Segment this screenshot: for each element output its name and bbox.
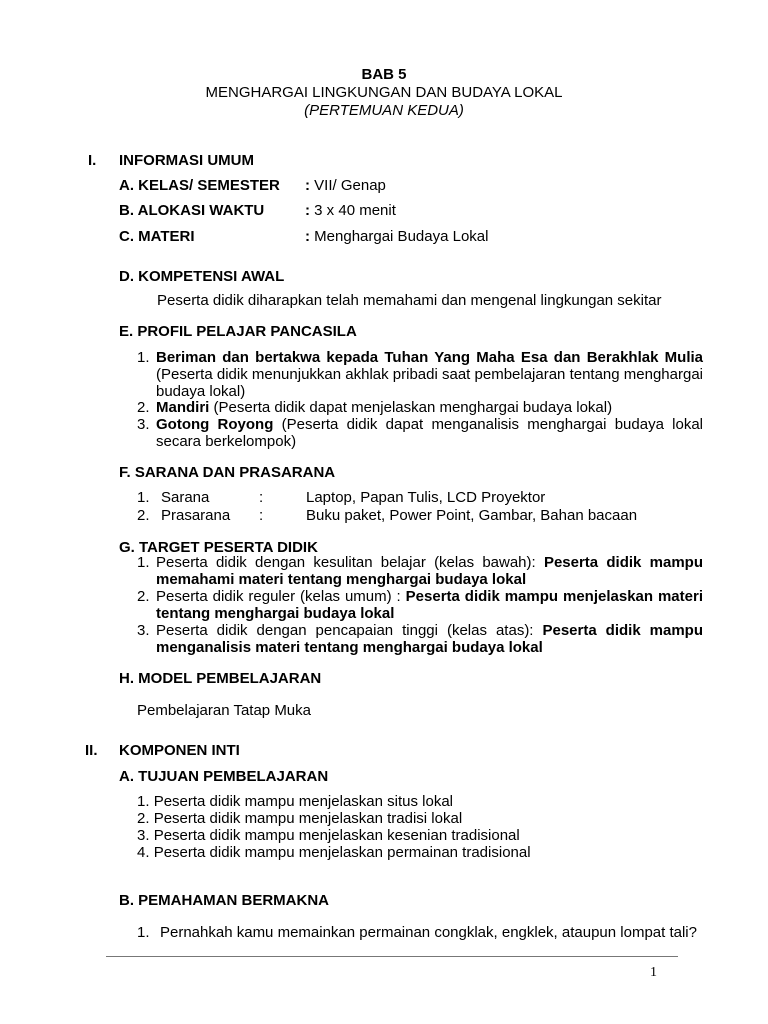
- footer-divider: [106, 956, 678, 957]
- list-number: 2.: [137, 588, 150, 605]
- heading-pemahaman-bermakna: B. PEMAHAMAN BERMAKNA: [119, 892, 329, 909]
- list-item-target-1: Peserta didik dengan kesulitan belajar (kelas bawah): Peserta didik mampu memahami materi tentang menghargai budaya lokal: [156, 554, 703, 588]
- info-label-kelas: A. KELAS/ SEMESTER: [119, 177, 280, 194]
- heading-sarana-prasarana: F. SARANA DAN PRASARANA: [119, 464, 336, 481]
- kompetensi-awal-text: Peserta didik diharapkan telah memahami dan mengenal lingkungan sekitar: [157, 292, 662, 309]
- info-value-kelas: : VII/ Genap: [305, 177, 386, 194]
- sarana-colon: :: [259, 489, 264, 506]
- list-item-profil-3: Gotong Royong (Peserta didik dapat menganalisis menghargai budaya lokal secara berkelompok): [156, 416, 703, 450]
- list-number: 2.: [137, 507, 150, 524]
- sarana-value: Laptop, Papan Tulis, LCD Proyektor: [306, 489, 546, 506]
- section-title-komponen-inti: KOMPONEN INTI: [119, 742, 240, 759]
- heading-target-peserta: G. TARGET PESERTA DIDIK: [119, 539, 318, 556]
- heading-kompetensi-awal: D. KOMPETENSI AWAL: [119, 268, 285, 285]
- list-number: 1.: [137, 554, 150, 571]
- page-number: 1: [650, 965, 657, 980]
- prasarana-label: Prasarana: [161, 507, 231, 524]
- list-item-target-3: Peserta didik dengan pencapaian tinggi (kelas atas): Peserta didik mampu menganalisis materi tentang menghargai budaya lokal: [156, 622, 703, 656]
- chapter-title: MENGHARGAI LINGKUNGAN DAN BUDAYA LOKAL: [205, 84, 563, 101]
- info-label-materi: C. MATERI: [119, 228, 195, 245]
- list-item-profil-2: Mandiri (Peserta didik dapat menjelaskan menghargai budaya lokal): [156, 399, 613, 416]
- list-item-target-2: Peserta didik reguler (kelas umum) : Peserta didik mampu menjelaskan materi tentang menghargai budaya lokal: [156, 588, 703, 622]
- section-number-1: I.: [88, 152, 97, 169]
- info-value-materi: : Menghargai Budaya Lokal: [305, 228, 489, 245]
- heading-model-pembelajaran: H. MODEL PEMBELAJARAN: [119, 670, 322, 687]
- section-number-2: II.: [85, 742, 98, 759]
- heading-tujuan-pembelajaran: A. TUJUAN PEMBELAJARAN: [119, 768, 329, 785]
- list-item-tujuan-3: 3. Peserta didik mampu menjelaskan kesenian tradisional: [137, 827, 520, 844]
- list-number: 1.: [137, 349, 150, 366]
- info-value-alokasi: : 3 x 40 menit: [305, 202, 396, 219]
- meeting-subtitle: (PERTEMUAN KEDUA): [304, 102, 464, 119]
- info-label-alokasi: B. ALOKASI WAKTU: [119, 202, 265, 219]
- list-item-tujuan-2: 2. Peserta didik mampu menjelaskan tradisi lokal: [137, 810, 463, 827]
- list-item-profil-1: Beriman dan bertakwa kepada Tuhan Yang Maha Esa dan Berakhlak Mulia (Peserta didik menunjukkan akhlak pribadi saat pembelajaran tentang menghargai budaya lokal): [156, 349, 704, 400]
- prasarana-colon: :: [259, 507, 264, 524]
- heading-profil-pelajar: E. PROFIL PELAJAR PANCASILA: [119, 323, 357, 340]
- list-number: 2.: [137, 399, 150, 416]
- model-pembelajaran-text: Pembelajaran Tatap Muka: [137, 702, 311, 719]
- list-number: 1.: [137, 924, 150, 941]
- chapter-number: BAB 5: [361, 66, 407, 83]
- section-title-informasi-umum: INFORMASI UMUM: [119, 152, 254, 169]
- list-number: 1.: [137, 489, 150, 506]
- list-item-tujuan-4: 4. Peserta didik mampu menjelaskan permainan tradisional: [137, 844, 531, 861]
- prasarana-value: Buku paket, Power Point, Gambar, Bahan bacaan: [306, 507, 638, 524]
- list-number: 3.: [137, 416, 150, 433]
- list-item-pemahaman-1: Pernahkah kamu memainkan permainan congklak, engklek, ataupun lompat tali?: [160, 924, 697, 941]
- list-number: 3.: [137, 622, 150, 639]
- sarana-label: Sarana: [161, 489, 210, 506]
- list-item-tujuan-1: 1. Peserta didik mampu menjelaskan situs lokal: [137, 793, 453, 810]
